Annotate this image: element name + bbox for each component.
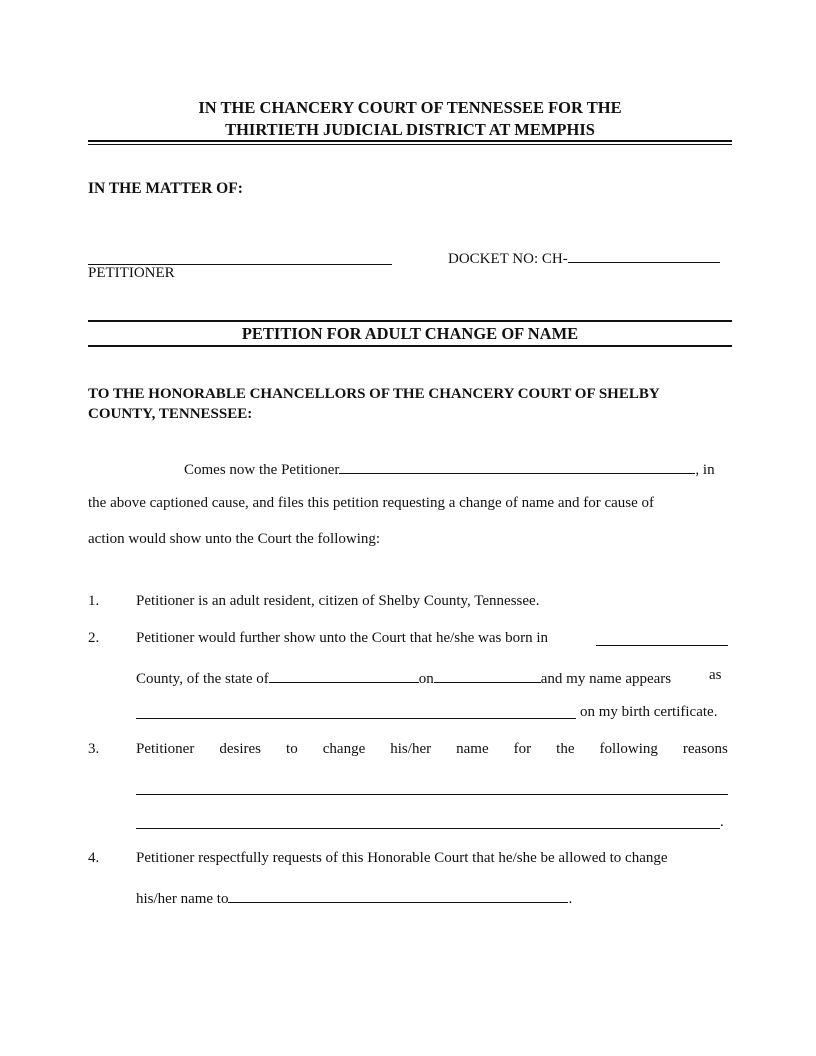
court-heading — [88, 97, 732, 141]
item-4-line2 — [136, 887, 572, 908]
title-rule-bottom — [88, 345, 732, 347]
name-to-text: his/her name to — [136, 891, 229, 907]
county-state-text: County, of the state of — [136, 671, 269, 687]
item-3-word: desires — [219, 741, 262, 757]
item-3-number: 3. — [88, 741, 100, 757]
item-2-line2 — [136, 667, 671, 688]
docket-number-blank[interactable] — [568, 247, 720, 263]
petition-title: PETITION FOR ADULT CHANGE OF NAME — [241, 324, 579, 343]
birth-certificate-text: on my birth certificate. — [580, 704, 718, 720]
item-3-word: for — [513, 741, 532, 757]
reasons-line-2[interactable] — [136, 828, 720, 829]
as-text: as — [709, 667, 722, 683]
item-4-line1: Petitioner respectfully requests of this Honorable Court that he/she be allowed to change — [136, 850, 668, 866]
matter-label: IN THE MATTER OF: — [88, 180, 243, 197]
petitioner-label: PETITIONER — [88, 265, 175, 281]
item-1-text: Petitioner is an adult resident, citizen of Shelby County, Tennessee. — [136, 593, 540, 609]
birth-date-blank[interactable] — [434, 667, 541, 683]
item-3-word: reasons — [682, 741, 728, 757]
appears-text: and my name appears — [540, 671, 672, 687]
docket-field — [448, 247, 720, 268]
header-rule-thick — [88, 140, 732, 142]
item-3-word: Petitioner — [136, 741, 195, 757]
address-line1: TO THE HONORABLE CHANCELLORS OF THE CHANCERY COURT OF SHELBY — [88, 386, 660, 402]
docket-label: DOCKET NO: CH- — [448, 251, 568, 267]
birth-state-blank[interactable] — [269, 667, 419, 683]
intro-line3: action would show unto the Court the following: — [88, 531, 381, 547]
reasons-line-1[interactable] — [136, 794, 728, 795]
intro-line1 — [184, 458, 715, 479]
birth-name-blank[interactable] — [136, 718, 576, 719]
item-3-line1 — [136, 741, 728, 758]
on-text: on — [418, 671, 434, 687]
address-line2: COUNTY, TENNESSEE: — [88, 406, 253, 422]
comes-now-text: Comes now the Petitioner — [184, 462, 340, 478]
item-3-word: the — [556, 741, 575, 757]
item-4-number: 4. — [88, 850, 100, 866]
item-2-line1: Petitioner would further show unto the Court that he/she was born in — [136, 630, 549, 646]
item-1-number: 1. — [88, 593, 100, 609]
petitioner-name-blank[interactable] — [339, 458, 695, 474]
birth-county-blank[interactable] — [596, 645, 728, 646]
title-rule-top — [88, 320, 732, 322]
court-heading-line2: THIRTIETH JUDICIAL DISTRICT AT MEMPHIS — [225, 120, 595, 139]
item-3-word: name — [456, 741, 489, 757]
item-3-word: following — [599, 741, 658, 757]
item-3-word: change — [322, 741, 366, 757]
item-2-number: 2. — [88, 630, 100, 646]
in-text: , in — [695, 462, 715, 478]
new-name-blank[interactable] — [228, 887, 568, 903]
item-3-period: . — [720, 814, 724, 830]
item-3-word: to — [286, 741, 298, 757]
address-block — [88, 384, 660, 424]
item-3-word: his/her — [390, 741, 432, 757]
item-4-period: . — [568, 891, 573, 907]
court-heading-line1: IN THE CHANCERY COURT OF TENNESSEE FOR THE — [198, 98, 622, 117]
header-rule-thin — [88, 144, 732, 145]
intro-line2: the above captioned cause, and files this petition requesting a change of name and for cause of — [88, 495, 655, 511]
